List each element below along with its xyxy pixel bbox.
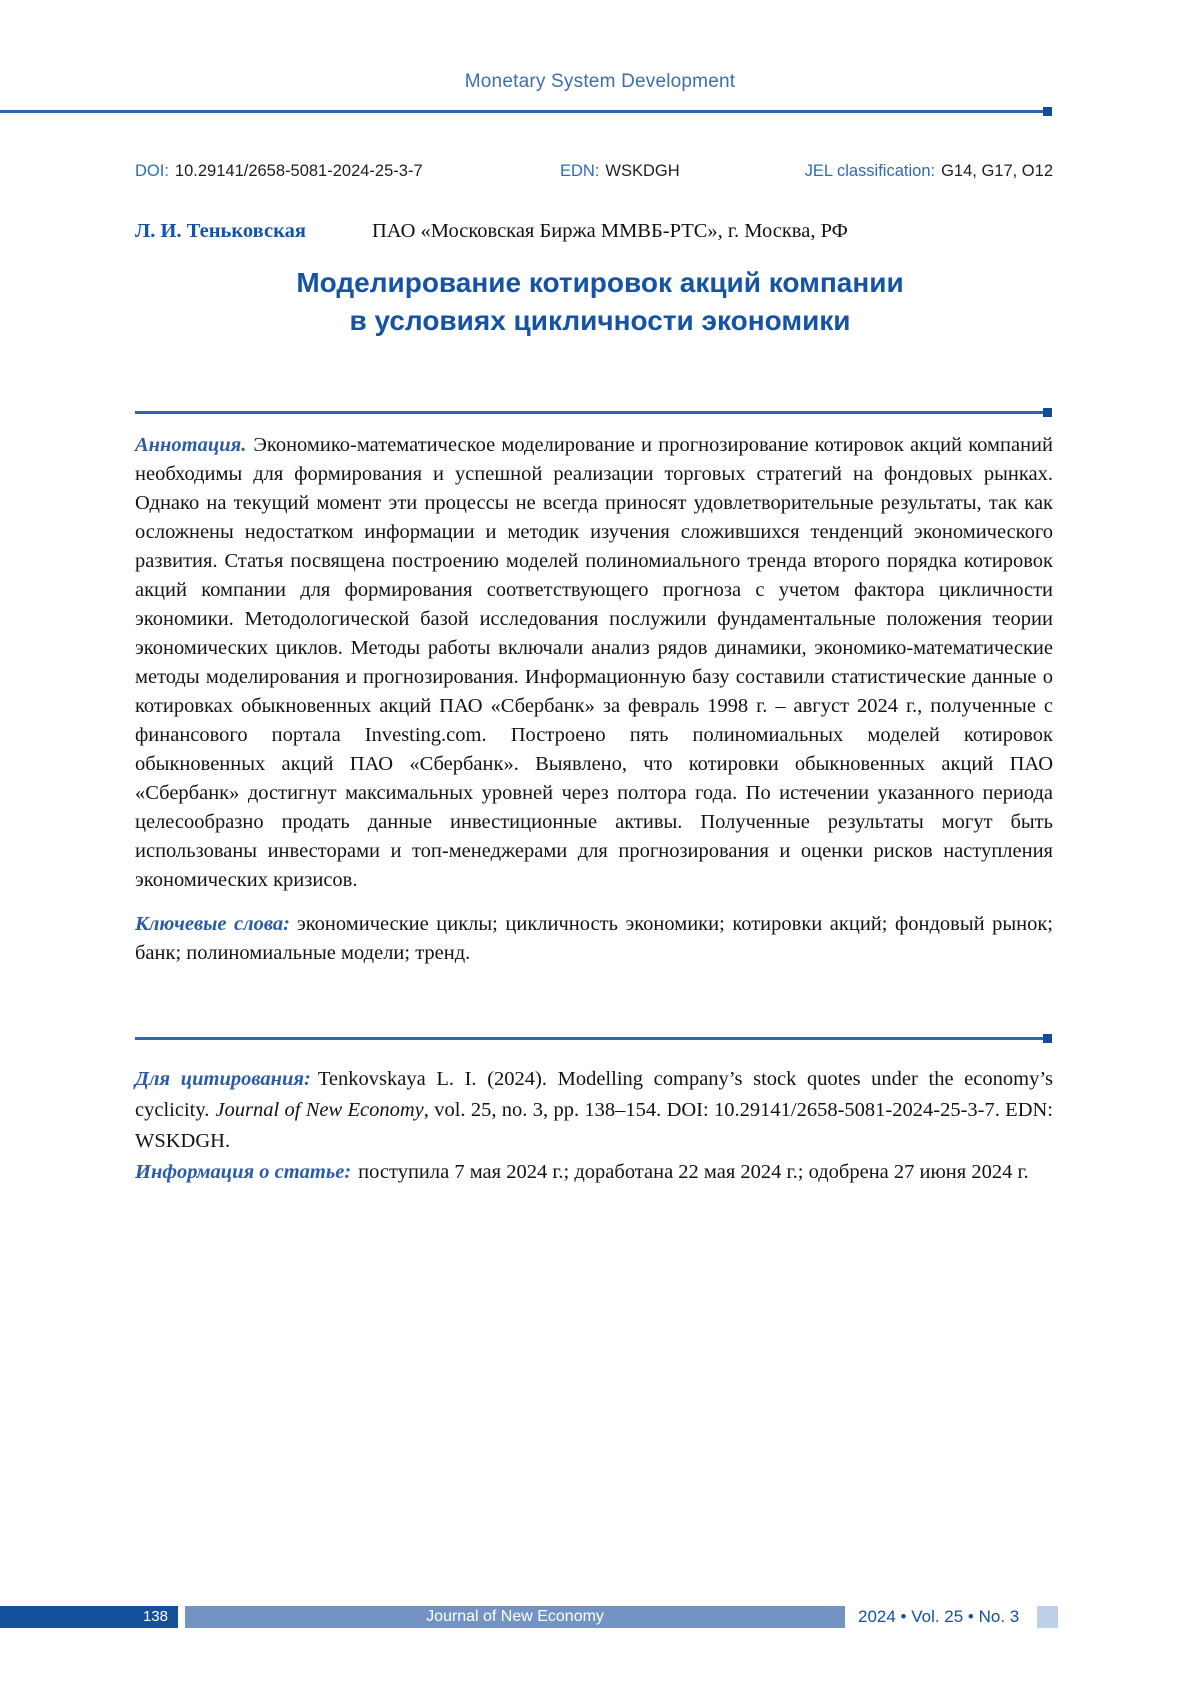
citation-label: Для цитирования: <box>135 1068 311 1090</box>
running-head: Monetary System Development <box>464 71 736 92</box>
citation-text: Tenkovskaya L. I. (2024). Modelling company’s stock quotes under the economy’s cyclicity. <box>135 1068 1053 1121</box>
keywords-text: экономические циклы; цикличность экономики; котировки акций; фондовый рынок; банк; полиномиальные модели; тренд. <box>135 913 1053 964</box>
abstract-paragraph <box>135 431 1053 895</box>
doi-label: DOI: <box>135 162 169 180</box>
citation-text-tail: , vol. 25, no. 3, pp. 138–154. DOI: 10.29141/2658-5081-2024-25-3-7. EDN: WSKDGH. <box>135 1099 1053 1152</box>
journal-name-bar: Journal of New Economy <box>185 1606 845 1628</box>
byline-row <box>135 220 1053 250</box>
doi-value: 10.29141/2658-5081-2024-25-3-7 <box>174 162 423 180</box>
edn-group <box>560 162 680 181</box>
abstract-section <box>135 431 1053 968</box>
jel-group <box>805 162 1053 181</box>
article-title <box>0 264 1200 340</box>
page-footer <box>0 1606 1200 1628</box>
article-info-text: поступила 7 мая 2024 г.; доработана 22 мая 2024 г.; одобрена 27 июня 2024 г. <box>358 1161 1029 1183</box>
article-info-label: Информация о статье: <box>135 1161 352 1183</box>
citation-journal-name: Journal of New Economy <box>215 1099 424 1121</box>
abstract-rule <box>135 411 1050 414</box>
article-title-line1: Моделирование котировок акций компании <box>296 267 904 298</box>
article-title-line2: в условиях цикличности экономики <box>349 305 851 336</box>
citation-paragraph <box>135 1064 1053 1157</box>
article-meta-row <box>135 162 1053 186</box>
keywords-paragraph <box>135 910 1053 968</box>
abstract-text: Экономико-математическое моделирование и прогнозирование котировок акций компаний необходимы для формирования и успешной реализации торговых стратегий на фондовых рынках. Однако на текущий момент эти процессы не всегда приносят удовлетворительные результаты, так как осложнены недостатком информации и методик изучения сложившихся тенденций экономического развития. Статья посвящена построению моделей полиномиального тренда второго порядка котировок акций компании для формирования соответствующего прогноза с учетом фактора цикличности экономики. Методологической базой исследования послужили фундаментальные положения теории экономических циклов. Методы работы включали анализ рядов динамики, экономико-математические методы моделирования и прогнозирования. Информационную базу составили статистические данные о котировках обыкновенных акций ПАО «Сбербанк» за февраль 1998 г. – август 2024 г., полученные с финансового портала Investing.com. Построено пять полиномиальных моделей котировок обыкновенных акций ПАО «Сбербанк». Выявлено, что котировки обыкновенных акций ПАО «Сбербанк» достигнут максимальных уровней через полтора года. По истечении указанного периода целесообразно продать данные инвестиционные активы. Полученные результаты могут быть использованы инвесторами и топ-менеджерами для прогнозирования и оценки рисков наступления экономических кризисов. <box>135 434 1053 891</box>
jel-label: JEL classification: <box>804 162 936 180</box>
page-number-badge: 138 <box>0 1606 178 1628</box>
footer-end-square <box>1037 1606 1058 1628</box>
author-name: Л. И. Теньковская <box>135 220 306 242</box>
abstract-label: Аннотация. <box>135 434 247 456</box>
citation-rule <box>135 1037 1050 1040</box>
article-info-paragraph <box>135 1157 1053 1188</box>
doi-group <box>135 162 423 181</box>
edn-value: WSKDGH <box>605 162 680 180</box>
header-rule <box>0 110 1050 113</box>
jel-value: G14, G17, O12 <box>941 162 1053 180</box>
citation-section <box>135 1064 1053 1188</box>
edn-label: EDN: <box>560 162 600 180</box>
author-affiliation: ПАО «Московская Биржа ММВБ-РТС», г. Москва, РФ <box>372 220 848 242</box>
keywords-label: Ключевые слова: <box>135 913 290 935</box>
issue-info: 2024 • Vol. 25 • No. 3 <box>858 1607 1020 1626</box>
